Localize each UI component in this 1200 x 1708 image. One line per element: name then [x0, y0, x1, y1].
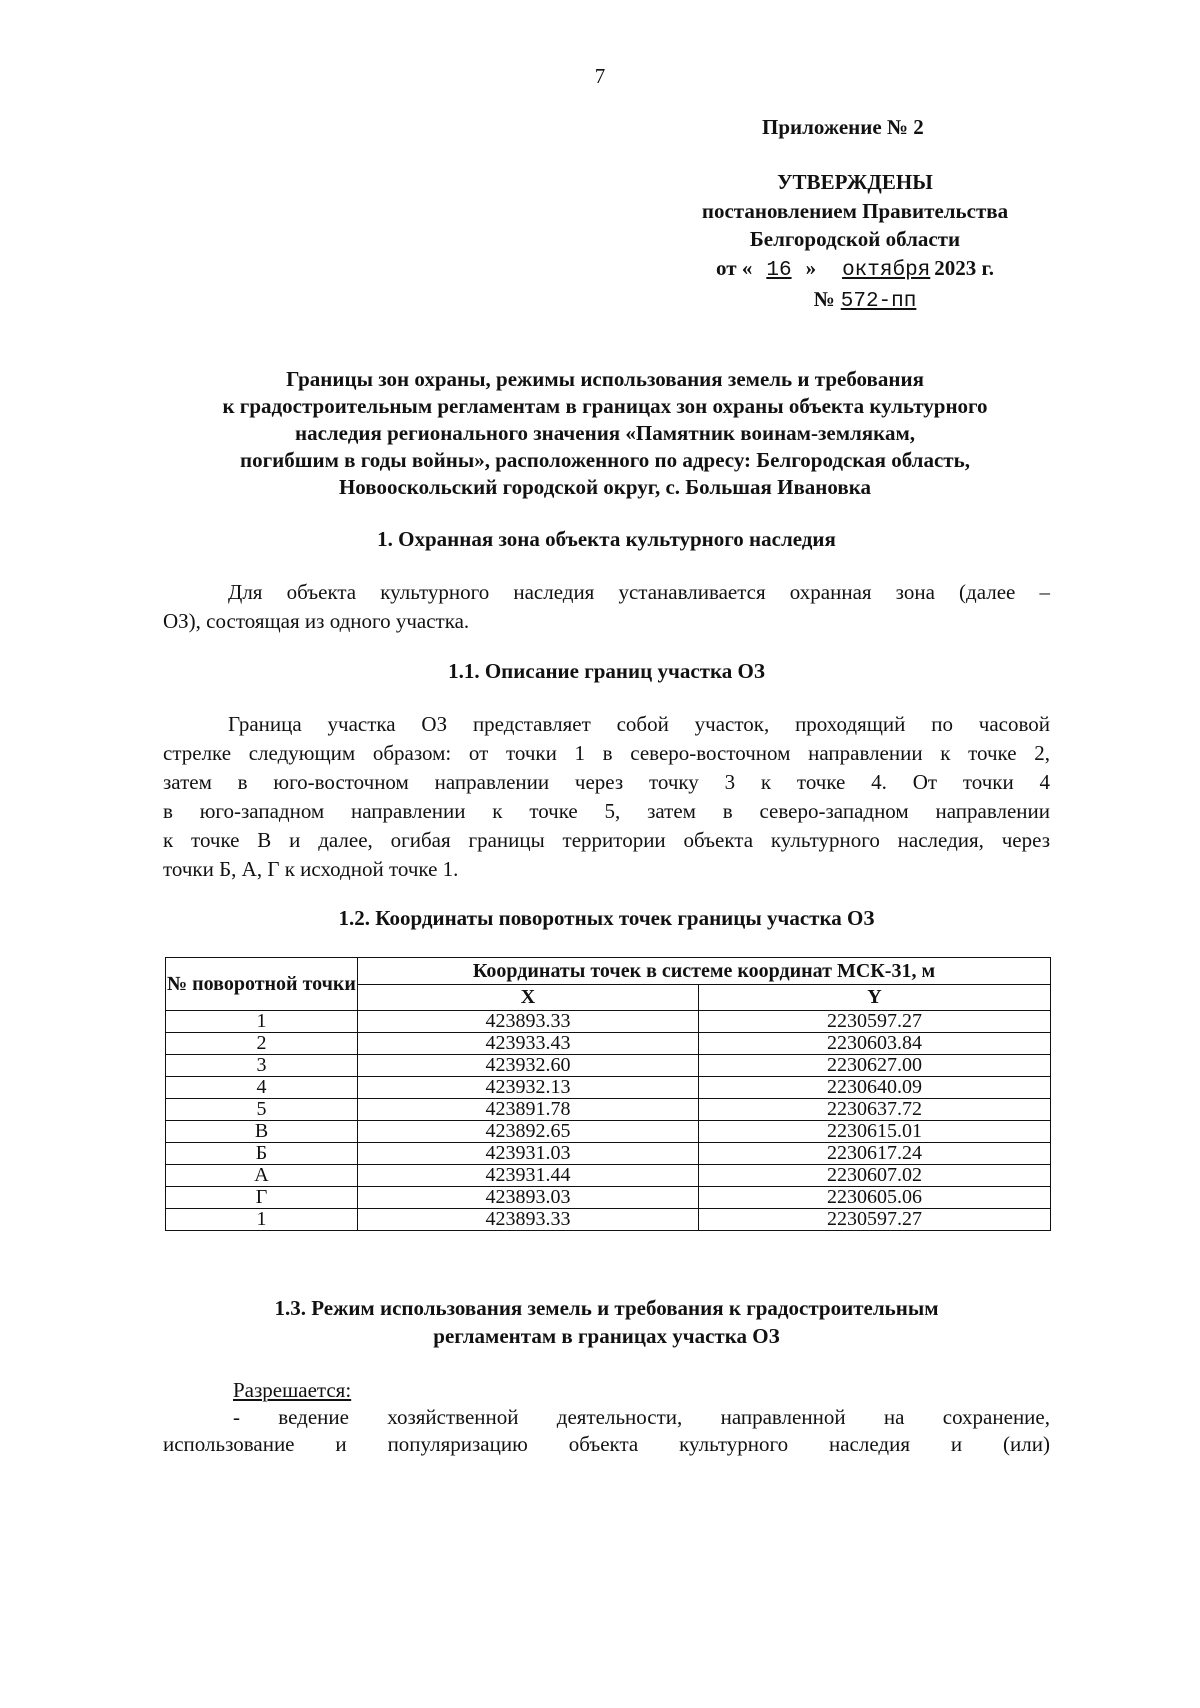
appendix-label: Приложение № 2	[762, 115, 924, 139]
cell-y: 2230607.02	[699, 1165, 1051, 1187]
table-row	[166, 1055, 1051, 1077]
cell-y: 2230597.27	[699, 1209, 1051, 1231]
approval-block	[655, 168, 1055, 317]
cell-point: В	[166, 1121, 358, 1143]
cell-point: 5	[166, 1099, 358, 1121]
table-row	[166, 1187, 1051, 1209]
cell-point: 1	[166, 1011, 358, 1033]
cell-point: Б	[166, 1143, 358, 1165]
cell-x: 423933.43	[358, 1033, 699, 1055]
cell-y: 2230627.00	[699, 1055, 1051, 1077]
cell-y: 2230617.24	[699, 1143, 1051, 1165]
cell-x: 423893.33	[358, 1011, 699, 1033]
cell-x: 423931.03	[358, 1143, 699, 1165]
col-header-point: № поворотной точки	[166, 958, 358, 1011]
section-1-3-heading: 1.3. Режим использования земель и требования к градостроительным регламентам в границах участка ОЗ	[274, 1296, 939, 1348]
cell-point: 3	[166, 1055, 358, 1077]
document-title: Границы зон охраны, режимы использования земель и требования к градостроительным регламентам в границах зон охраны объекта культурного наследия регионального значения «Памятник воинам-землякам, погибшим в годы войны», расположенного по адресу: Белгородская область, Новооскольский городской округ, с. Большая Ивановка	[222, 367, 988, 499]
table-row	[166, 1165, 1051, 1187]
cell-point: 2	[166, 1033, 358, 1055]
table-row	[166, 1143, 1051, 1165]
cell-point: 1	[166, 1209, 358, 1231]
section-1-3-body: Разрешается: - ведение хозяйственной деятельности, направленной на сохранение, использование и популяризацию объекта культурного наследия и (или)	[163, 1378, 1050, 1456]
approval-number: № 572-пп	[813, 287, 917, 313]
table-row	[166, 1011, 1051, 1033]
cell-point: А	[166, 1165, 358, 1187]
table-row	[166, 1209, 1051, 1231]
cell-x: 423931.44	[358, 1165, 699, 1187]
section-1-heading: 1. Охранная зона объекта культурного наследия	[377, 527, 836, 551]
cell-x: 423893.33	[358, 1209, 699, 1231]
approved-heading: УТВЕРЖДЕНЫ	[777, 170, 933, 194]
cell-x: 423893.03	[358, 1187, 699, 1209]
section-1-1-paragraph: Граница участка ОЗ представляет собой участок, проходящий по часовой стрелке следующим образом: от точки 1 в северо-восточном направлении к точке 2, затем в юго-восточном направлении через точку 3 к точке 4. От точки 4 в юго-западном направлении к точке 5, затем в северо-западном направлении к точке В и далее, огибая границы территории объекта культурного наследия, через точки Б, А, Г к исходной точке 1.	[163, 712, 1050, 881]
table-row	[166, 1077, 1051, 1099]
cell-y: 2230637.72	[699, 1099, 1051, 1121]
cell-y: 2230615.01	[699, 1121, 1051, 1143]
coordinates-table	[165, 957, 1051, 1231]
cell-x: 423932.60	[358, 1055, 699, 1077]
approval-line-2: Белгородской области	[749, 227, 961, 251]
table-row	[166, 1099, 1051, 1121]
cell-point: 4	[166, 1077, 358, 1099]
table-row	[166, 1121, 1051, 1143]
col-header-coords: Координаты точек в системе координат МСК-31, м	[358, 958, 1051, 985]
approval-month: октября	[842, 258, 931, 282]
cell-x: 423891.78	[358, 1099, 699, 1121]
table-row	[166, 1033, 1051, 1055]
section-1-1-heading: 1.1. Описание границ участка ОЗ	[448, 659, 765, 683]
cell-y: 2230603.84	[699, 1033, 1051, 1055]
approval-day: 16	[766, 258, 792, 282]
section-1-2-heading: 1.2. Координаты поворотных точек границы участка ОЗ	[338, 906, 875, 930]
cell-point: Г	[166, 1187, 358, 1209]
section-1-paragraph: Для объекта культурного наследия устанавливается охранная зона (далее – ОЗ), состоящая из одного участка.	[163, 580, 1050, 633]
approval-date: от « 16 » октября 2023 г.	[716, 255, 994, 282]
cell-x: 423932.13	[358, 1077, 699, 1099]
allowed-label: Разрешается:	[233, 1378, 352, 1402]
col-header-x: X	[358, 985, 699, 1011]
page-number: 7	[594, 64, 606, 88]
cell-y: 2230597.27	[699, 1011, 1051, 1033]
approval-line-1: постановлением Правительства	[701, 198, 1009, 223]
col-header-y: Y	[699, 985, 1051, 1011]
cell-y: 2230640.09	[699, 1077, 1051, 1099]
cell-y: 2230605.06	[699, 1187, 1051, 1209]
cell-x: 423892.65	[358, 1121, 699, 1143]
